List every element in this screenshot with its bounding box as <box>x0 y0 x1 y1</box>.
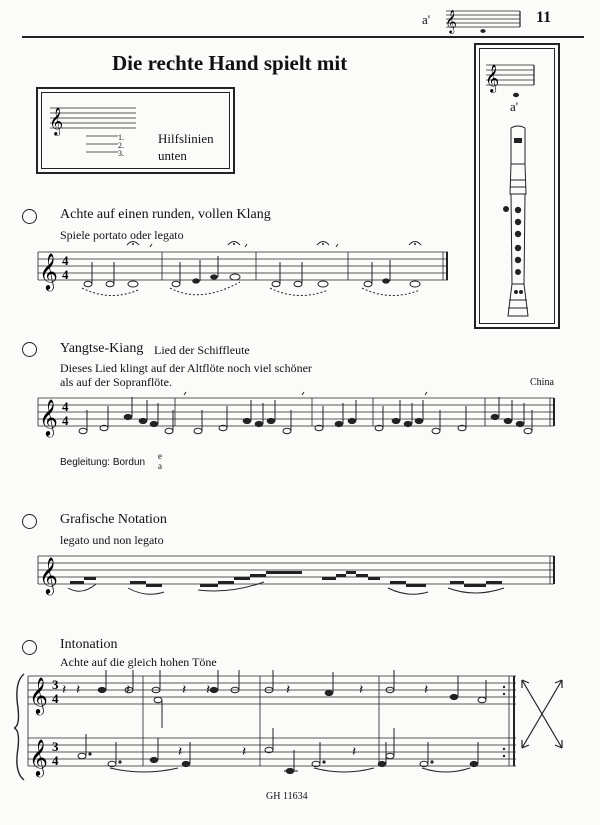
svg-text:𝄽: 𝄽 <box>286 683 291 698</box>
ledger-number-2: 2. <box>118 141 124 150</box>
svg-text:𝄞: 𝄞 <box>49 109 64 135</box>
section-4-circle[interactable] <box>22 640 37 655</box>
svg-text:𝄽: 𝄽 <box>359 683 364 698</box>
recorder-icon <box>498 124 538 324</box>
header-staff-icon <box>440 4 530 36</box>
section-1-circle[interactable] <box>22 209 37 224</box>
svg-text:𝄞: 𝄞 <box>39 557 58 593</box>
section-2-circle[interactable] <box>22 342 37 357</box>
svg-text:𝄞: 𝄞 <box>485 66 500 92</box>
accompaniment-note-top: e <box>158 451 162 461</box>
section-2-title-suffix: Lied der Schiffleute <box>154 343 250 357</box>
svg-text:𝄽: 𝄽 <box>424 683 429 698</box>
svg-text:𝄽: 𝄽 <box>126 683 131 698</box>
svg-text:4: 4 <box>62 413 69 428</box>
accompaniment-label: Begleitung: Bordun <box>60 457 146 468</box>
svg-text:4: 4 <box>62 399 69 414</box>
header-rule <box>22 36 584 38</box>
header-note-name: a' <box>422 12 431 27</box>
section-4-title: Intonation <box>60 637 118 652</box>
page-number: 11 <box>536 9 552 26</box>
ledger-label-line2: unten <box>158 148 187 163</box>
section-2-title: Yangtse-Kiang <box>60 341 144 356</box>
svg-text:𝄽: 𝄽 <box>62 683 67 698</box>
footer-code: GH 11634 <box>266 791 308 802</box>
svg-text:𝄽: 𝄽 <box>206 683 211 698</box>
svg-text:𝄽: 𝄽 <box>242 745 247 760</box>
ledger-label-line1: Hilfslinien <box>158 131 214 146</box>
svg-text:𝄽: 𝄽 <box>182 683 187 698</box>
staff-yangtse <box>30 390 570 450</box>
svg-text:4: 4 <box>52 753 59 768</box>
svg-text:𝄞: 𝄞 <box>29 739 48 775</box>
fingering-note-name: a' <box>510 99 519 114</box>
section-1-title: Achte auf einen runden, vollen Klang <box>60 207 271 222</box>
svg-text:𝄞: 𝄞 <box>39 399 58 435</box>
svg-text:4: 4 <box>62 267 69 282</box>
ledger-number-1: 1. <box>118 133 124 142</box>
svg-text:𝄞: 𝄞 <box>445 11 457 33</box>
svg-text:𝄽: 𝄽 <box>76 683 81 698</box>
section-4-subtitle: Achte auf die gleich hohen Töne <box>60 655 217 669</box>
ledger-number-3: 3. <box>118 149 124 158</box>
svg-text:𝄽: 𝄽 <box>178 745 183 760</box>
svg-text:3: 3 <box>52 677 59 692</box>
svg-text:𝄞: 𝄞 <box>39 253 58 289</box>
svg-text:𝄽: 𝄽 <box>352 745 357 760</box>
svg-text:3: 3 <box>52 739 59 754</box>
page-title: Die rechte Hand spielt mit <box>112 51 348 75</box>
svg-text:4: 4 <box>52 691 59 706</box>
svg-text:4: 4 <box>62 253 69 268</box>
staff-achte <box>30 238 470 308</box>
section-3-circle[interactable] <box>22 514 37 529</box>
section-3-title: Grafische Notation <box>60 512 167 527</box>
section-2-text-line2: als auf der Sopranflöte. <box>60 375 172 389</box>
ledger-staff <box>46 96 156 166</box>
staff-intonation <box>14 668 594 788</box>
section-1-subtitle: Spiele portato oder legato <box>60 228 184 242</box>
staff-grafische <box>30 548 570 608</box>
svg-text:𝄞: 𝄞 <box>29 677 48 713</box>
section-2-text-line1: Dieses Lied klingt auf der Altflöte noch viel schöner <box>60 361 312 375</box>
section-3-subtitle: legato und non legato <box>60 533 164 547</box>
section-2-origin: China <box>530 377 554 388</box>
accompaniment-note-bottom: a <box>158 461 162 471</box>
